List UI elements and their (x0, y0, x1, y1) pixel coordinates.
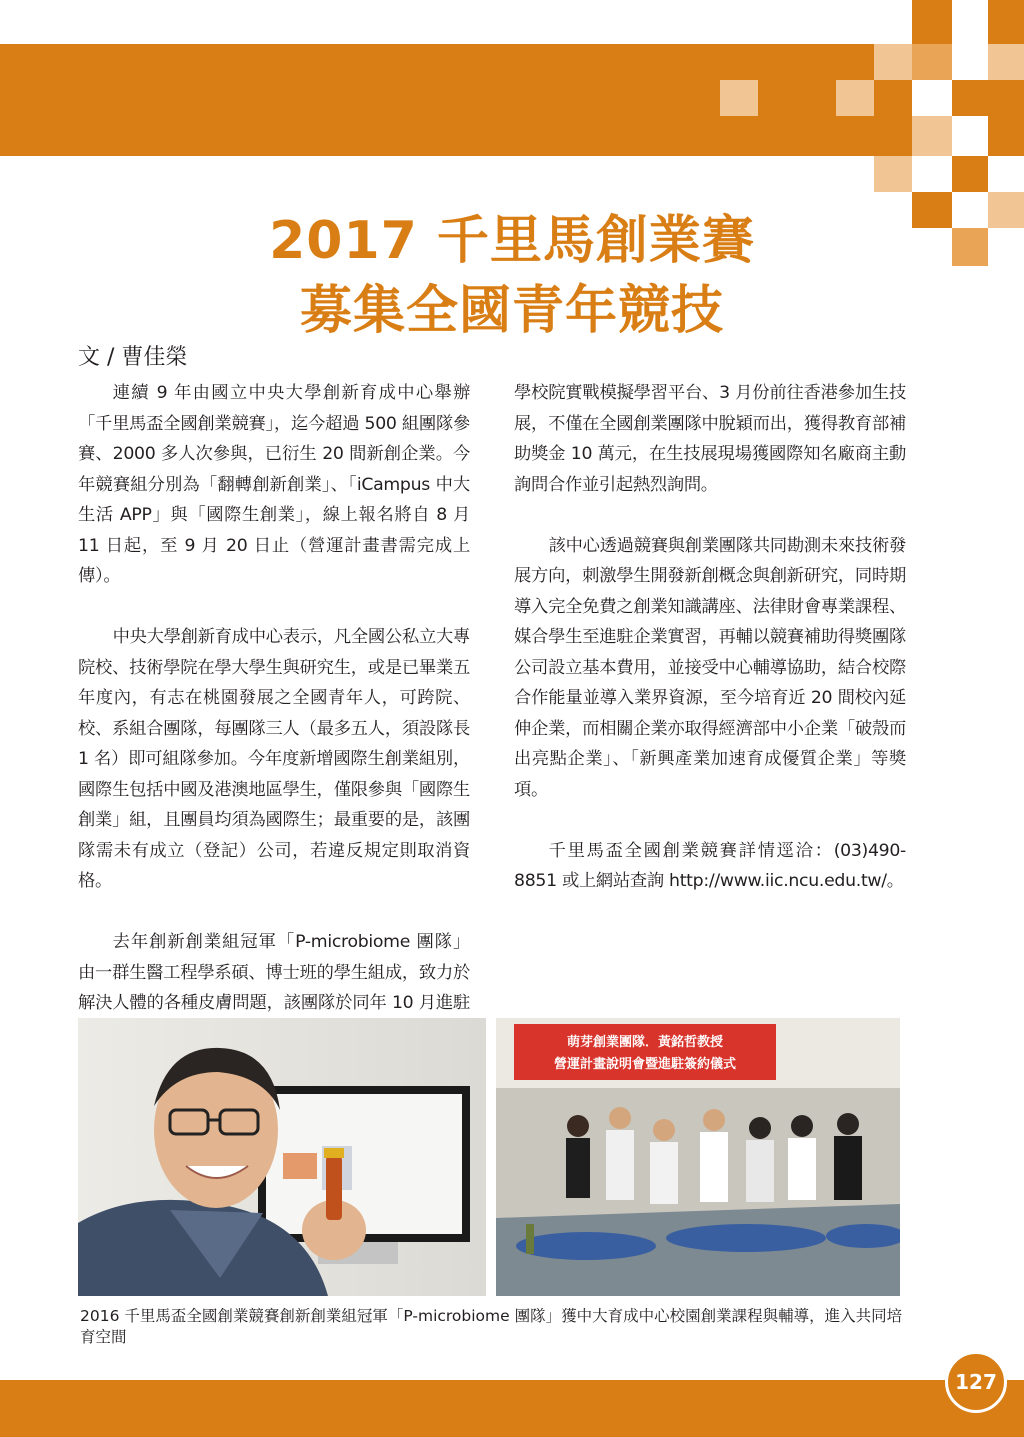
page-title-line2: 募集全國青年競技 (299, 281, 724, 341)
paragraph: 連續 9 年由國立中央大學創新育成中心舉辦「千里馬盃全國創業競賽」，迄今超過 500 組團隊參賽、2000 多人次參與，已衍生 20 間新創企業。今年競賽組分別為「翻轉創新創業」、「iCampus 中大生活 APP」與「國際生創業」，線上報名將自 8 月 11 日起，至 9 月 20 日止（營運計畫書需完成上傳）。 (78, 383, 470, 586)
page-title-line1: 2017 千里馬創業賽 (269, 211, 755, 271)
banner-text-line2: 營運計畫說明會暨進駐簽約儀式 (553, 1057, 737, 1072)
paragraph: 該中心透過競賽與創業團隊共同勘測未來技術發展方向，刺激學生開發新創概念與創新研究，同時期導入完全免費之創業知識講座、法律財會專業課程、媒合學生至進駐企業實習，再輔以競賽補助得獎團隊公司設立基本費用，並接受中心輔導協助，結合校際合作能量並導入業界資源，至今培育近 20 間校內延伸企業，而相關企業亦取得經濟部中小企業「破殼而出亮點企業」、「新興產業加速育成優質企業」等獎項。 (514, 535, 906, 800)
banner-text-line1: 萌芽創業團隊．黃銘哲教授 (566, 1035, 724, 1050)
byline: 文 / 曹佳榮 (78, 345, 188, 370)
paragraph: 中央大學創新育成中心表示，凡全國公私立大專院校、技術學院在學大學生與研究生，或是已畢業五年度內，有志在桃園發展之全國青年人，可跨院、校、系組合團隊，每團隊三人（最多五人，須設隊長 1 名）即可組隊參加。今年度新增國際生創業組別，國際生包括中國及港澳地區學生，僅限參與「國際生創業」組，且團員均須為國際生；最重要的是，該團隊需未有成立（登記）公司，若違反規定則取消資格。 (78, 627, 470, 891)
paragraph: 千里馬盃全國創業競賽詳情逕洽：(03)490-8851 或上網站查詢 http://www.iic.ncu.edu.tw/。 (514, 840, 906, 891)
paragraph: 去年創新創業組冠軍「P-microbiome 團隊」由一群生醫工程學系碩、博士班的學生組成，致力於解決人體的各種皮膚問題，該團隊於同年 10 月進駐 (78, 932, 470, 1013)
photo-group-ceremony (496, 1018, 900, 1296)
header-band (0, 44, 912, 156)
article-right-column (514, 378, 906, 927)
footer-band (0, 1380, 1024, 1437)
page-number: 127 (945, 1351, 1007, 1413)
photo-professor-with-vial (78, 1018, 486, 1296)
paragraph: 學校院實戰模擬學習平台、3 月份前往香港參加生技展，不僅在全國創業團隊中脫穎而出，獲得教育部補助獎金 10 萬元，在生技展現場獲國際知名廠商主動詢問合作並引起熱烈詢問。 (514, 383, 906, 495)
photo-caption: 2016 千里馬盃全國創業競賽創新創業組冠軍「P-microbiome 團隊」獲中大育成中心校園創業課程與輔導，進入共同培育空間 (80, 1307, 903, 1346)
article-left-column (78, 378, 470, 1110)
